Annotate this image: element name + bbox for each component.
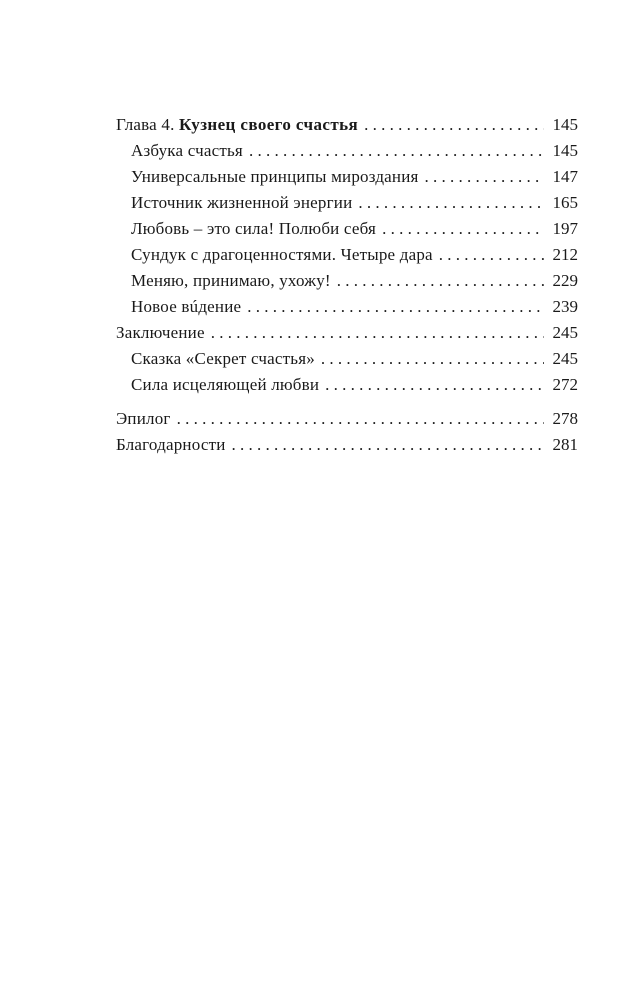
page-number: 278	[552, 409, 578, 428]
dot-leader	[358, 190, 544, 216]
toc-entry-title: Заключение	[116, 323, 205, 342]
toc-entry[interactable]	[116, 268, 578, 294]
toc-entry-title: Меняю, принимаю, ухожу!	[131, 271, 331, 290]
page-number: 272	[552, 375, 578, 394]
dot-leader	[211, 320, 544, 346]
toc-entry[interactable]	[116, 294, 578, 320]
toc-entry[interactable]	[116, 190, 578, 216]
dot-leader	[232, 432, 544, 458]
toc-entry-acknowledgements[interactable]	[116, 432, 578, 458]
chapter-prefix: Глава 4.	[116, 115, 175, 134]
dot-leader	[364, 112, 544, 138]
toc-entry[interactable]	[116, 242, 578, 268]
toc-entry[interactable]	[116, 164, 578, 190]
dot-leader	[177, 406, 544, 432]
toc-entry-epilogue[interactable]	[116, 406, 578, 432]
page-number: 197	[552, 219, 578, 238]
page-number: 245	[552, 349, 578, 368]
toc-entry-title: Благодарности	[116, 435, 226, 454]
page-number: 212	[552, 245, 578, 264]
table-of-contents	[116, 112, 578, 458]
toc-entry-title: Азбука счастья	[131, 141, 243, 160]
dot-leader	[382, 216, 544, 242]
toc-entry[interactable]	[116, 216, 578, 242]
dot-leader	[439, 242, 544, 268]
dot-leader	[337, 268, 544, 294]
toc-entry-title: Любовь – это сила! Полюби себя	[131, 219, 377, 238]
page-number: 245	[552, 323, 578, 342]
dot-leader	[321, 346, 544, 372]
chapter-title: Кузнец своего счастья	[178, 115, 359, 134]
page-number: 145	[552, 115, 578, 134]
dot-leader	[325, 372, 544, 398]
page-number: 145	[552, 141, 578, 160]
dot-leader	[425, 164, 544, 190]
toc-entry-title	[116, 112, 358, 138]
dot-leader	[249, 138, 544, 164]
toc-entry-title: Источник жизненной энергии	[131, 193, 353, 212]
toc-entry-title: Эпилог	[116, 409, 171, 428]
toc-entry-title: Сундук с драгоценностями. Четыре дара	[131, 245, 433, 264]
page-number: 281	[552, 435, 578, 454]
page-number: 147	[552, 167, 578, 186]
toc-entry-title: Универсальные принципы мироздания	[131, 167, 419, 186]
page-number: 229	[552, 271, 578, 290]
toc-entry-title: Сказка «Секрет счастья»	[131, 349, 315, 368]
page-number: 165	[552, 193, 578, 212]
toc-entry-title: Новое вúдение	[131, 297, 242, 316]
toc-entry[interactable]	[116, 138, 578, 164]
toc-entry[interactable]	[116, 346, 578, 372]
toc-entry-title: Сила исцеляющей любви	[131, 375, 320, 394]
page-number: 239	[552, 297, 578, 316]
toc-entry[interactable]	[116, 372, 578, 398]
toc-entry-chapter-4[interactable]	[116, 112, 578, 138]
toc-entry-conclusion[interactable]	[116, 320, 578, 346]
dot-leader	[247, 294, 544, 320]
